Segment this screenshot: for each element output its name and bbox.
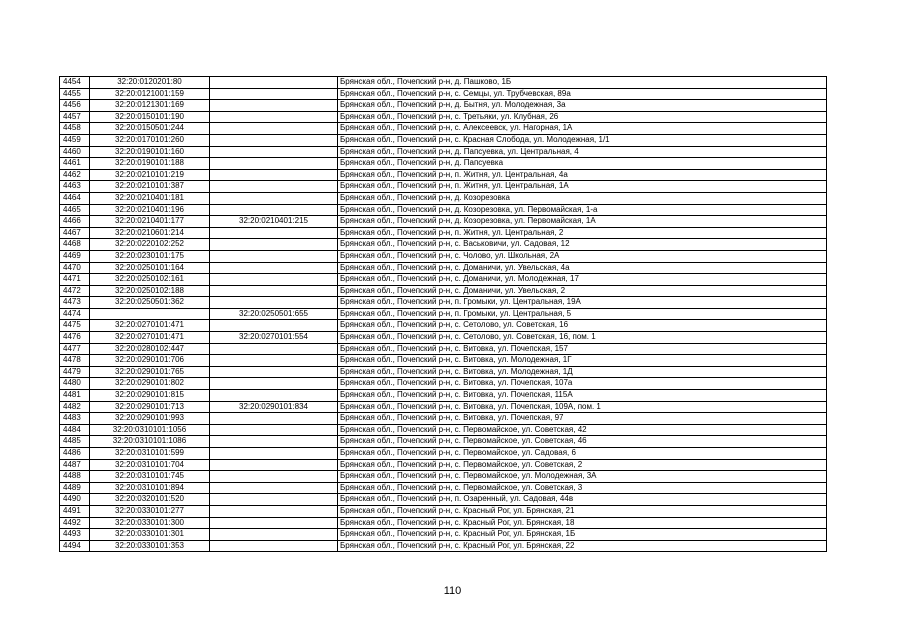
linked-cadastral-number-cell — [210, 343, 338, 355]
row-number-cell: 4463 — [60, 181, 90, 193]
row-number-cell: 4492 — [60, 517, 90, 529]
table-row — [60, 77, 827, 89]
linked-cadastral-number-cell — [210, 436, 338, 448]
table-row — [60, 250, 827, 262]
linked-cadastral-number-cell: 32:20:0210401:215 — [210, 216, 338, 228]
cadastral-number-cell: 32:20:0330101:300 — [90, 517, 210, 529]
cadastral-number-cell: 32:20:0310101:599 — [90, 448, 210, 460]
address-cell: Брянская обл., Почепский р-н, с. Витовка, ул. Почепская, 109А, пом. 1 — [338, 401, 827, 413]
cadastral-number-cell: 32:20:0150101:190 — [90, 111, 210, 123]
row-number-cell: 4464 — [60, 192, 90, 204]
table-row — [60, 285, 827, 297]
address-cell: Брянская обл., Почепский р-н, с. Первомайское, ул. Садовая, 6 — [338, 448, 827, 460]
linked-cadastral-number-cell — [210, 158, 338, 170]
address-cell: Брянская обл., Почепский р-н, с. Сетолово, ул. Советская, 16, пом. 1 — [338, 332, 827, 344]
table-row — [60, 424, 827, 436]
row-number-cell: 4466 — [60, 216, 90, 228]
row-number-cell: 4467 — [60, 227, 90, 239]
cadastral-number-cell: 32:20:0290101:815 — [90, 390, 210, 402]
cadastral-number-cell: 32:20:0310101:1056 — [90, 424, 210, 436]
row-number-cell: 4476 — [60, 332, 90, 344]
table-row — [60, 111, 827, 123]
row-number-cell: 4472 — [60, 285, 90, 297]
address-cell: Брянская обл., Почепский р-н, с. Доманичи, ул. Молодежная, 17 — [338, 274, 827, 286]
table-row — [60, 134, 827, 146]
address-cell: Брянская обл., Почепский р-н, с. Красный Рог, ул. Брянская, 1Б — [338, 529, 827, 541]
table-row — [60, 529, 827, 541]
page-number: 110 — [443, 585, 462, 597]
linked-cadastral-number-cell — [210, 424, 338, 436]
table-row — [60, 540, 827, 552]
linked-cadastral-number-cell — [210, 448, 338, 460]
address-cell: Брянская обл., Почепский р-н, с. Витовка, ул. Почепская, 115А — [338, 390, 827, 402]
table-row — [60, 517, 827, 529]
table-row — [60, 494, 827, 506]
linked-cadastral-number-cell — [210, 192, 338, 204]
row-number-cell: 4491 — [60, 505, 90, 517]
cadastral-number-cell: 32:20:0270101:471 — [90, 332, 210, 344]
address-cell: Брянская обл., Почепский р-н, с. Витовка, ул. Почепская, 107а — [338, 378, 827, 390]
address-cell: Брянская обл., Почепский р-н, с. Красная Слобода, ул. Молодежная, 1/1 — [338, 134, 827, 146]
linked-cadastral-number-cell — [210, 366, 338, 378]
table-body — [60, 77, 827, 552]
row-number-cell: 4487 — [60, 459, 90, 471]
linked-cadastral-number-cell: 32:20:0250501:655 — [210, 308, 338, 320]
address-cell: Брянская обл., Почепский р-н, с. Красный Рог, ул. Брянская, 21 — [338, 505, 827, 517]
row-number-cell: 4469 — [60, 250, 90, 262]
table-row — [60, 471, 827, 483]
linked-cadastral-number-cell — [210, 88, 338, 100]
linked-cadastral-number-cell — [210, 111, 338, 123]
address-cell: Брянская обл., Почепский р-н, п. Озаренный, ул. Садовая, 44в — [338, 494, 827, 506]
address-cell: Брянская обл., Почепский р-н, с. Витовка, ул. Почепская, 157 — [338, 343, 827, 355]
address-cell: Брянская обл., Почепский р-н, п. Житня, ул. Центральная, 1А — [338, 181, 827, 193]
address-cell: Брянская обл., Почепский р-н, с. Первомайское, ул. Советская, 42 — [338, 424, 827, 436]
cadastral-number-cell: 32:20:0170101:260 — [90, 134, 210, 146]
table-row — [60, 274, 827, 286]
table-row — [60, 192, 827, 204]
table-row — [60, 123, 827, 135]
property-table — [59, 76, 827, 552]
cadastral-number-cell: 32:20:0330101:353 — [90, 540, 210, 552]
address-cell: Брянская обл., Почепский р-н, п. Громыки, ул. Центральная, 5 — [338, 308, 827, 320]
linked-cadastral-number-cell — [210, 169, 338, 181]
row-number-cell: 4459 — [60, 134, 90, 146]
row-number-cell: 4471 — [60, 274, 90, 286]
table-row — [60, 227, 827, 239]
linked-cadastral-number-cell — [210, 262, 338, 274]
cadastral-number-cell: 32:20:0230101:175 — [90, 250, 210, 262]
cadastral-number-cell: 32:20:0250102:161 — [90, 274, 210, 286]
cadastral-number-cell: 32:20:0120201:80 — [90, 77, 210, 89]
linked-cadastral-number-cell — [210, 390, 338, 402]
row-number-cell: 4473 — [60, 297, 90, 309]
row-number-cell: 4457 — [60, 111, 90, 123]
row-number-cell: 4480 — [60, 378, 90, 390]
address-cell: Брянская обл., Почепский р-н, д. Пашково, 1Б — [338, 77, 827, 89]
table-row — [60, 169, 827, 181]
row-number-cell: 4474 — [60, 308, 90, 320]
address-cell: Брянская обл., Почепский р-н, п. Житня, ул. Центральная, 4а — [338, 169, 827, 181]
address-cell: Брянская обл., Почепский р-н, с. Красный Рог, ул. Брянская, 18 — [338, 517, 827, 529]
row-number-cell: 4460 — [60, 146, 90, 158]
cadastral-number-cell: 32:20:0190101:160 — [90, 146, 210, 158]
linked-cadastral-number-cell — [210, 146, 338, 158]
cadastral-number-cell — [90, 308, 210, 320]
cadastral-number-cell: 32:20:0150501:244 — [90, 123, 210, 135]
linked-cadastral-number-cell — [210, 540, 338, 552]
table-row — [60, 378, 827, 390]
address-cell: Брянская обл., Почепский р-н, с. Семцы, ул. Трубчевская, 89а — [338, 88, 827, 100]
address-cell: Брянская обл., Почепский р-н, п. Житня, ул. Центральная, 2 — [338, 227, 827, 239]
address-cell: Брянская обл., Почепский р-н, с. Первомайское, ул. Советская, 46 — [338, 436, 827, 448]
linked-cadastral-number-cell: 32:20:0270101:554 — [210, 332, 338, 344]
row-number-cell: 4462 — [60, 169, 90, 181]
table-row — [60, 158, 827, 170]
cadastral-number-cell: 32:20:0250501:362 — [90, 297, 210, 309]
linked-cadastral-number-cell — [210, 494, 338, 506]
linked-cadastral-number-cell — [210, 378, 338, 390]
row-number-cell: 4484 — [60, 424, 90, 436]
linked-cadastral-number-cell — [210, 355, 338, 367]
address-cell: Брянская обл., Почепский р-н, д. Козорезовка, ул. Первомайская, 1-а — [338, 204, 827, 216]
row-number-cell: 4486 — [60, 448, 90, 460]
row-number-cell: 4470 — [60, 262, 90, 274]
table-row — [60, 308, 827, 320]
linked-cadastral-number-cell — [210, 250, 338, 262]
table-row — [60, 181, 827, 193]
table-row — [60, 100, 827, 112]
table-row — [60, 262, 827, 274]
row-number-cell: 4482 — [60, 401, 90, 413]
cadastral-number-cell: 32:20:0330101:277 — [90, 505, 210, 517]
table-row — [60, 320, 827, 332]
row-number-cell: 4481 — [60, 390, 90, 402]
row-number-cell: 4456 — [60, 100, 90, 112]
cadastral-number-cell: 32:20:0290101:802 — [90, 378, 210, 390]
address-cell: Брянская обл., Почепский р-н, с. Сетолово, ул. Советская, 16 — [338, 320, 827, 332]
address-cell: Брянская обл., Почепский р-н, с. Витовка, ул. Молодежная, 1Д — [338, 366, 827, 378]
cadastral-number-cell: 32:20:0220102:252 — [90, 239, 210, 251]
table-row — [60, 332, 827, 344]
cadastral-number-cell: 32:20:0270101:471 — [90, 320, 210, 332]
cadastral-number-cell: 32:20:0121301:169 — [90, 100, 210, 112]
linked-cadastral-number-cell — [210, 297, 338, 309]
address-cell: Брянская обл., Почепский р-н, д. Козорезовка, ул. Первомайская, 1А — [338, 216, 827, 228]
row-number-cell: 4485 — [60, 436, 90, 448]
table-row — [60, 482, 827, 494]
row-number-cell: 4478 — [60, 355, 90, 367]
cadastral-number-cell: 32:20:0190101:188 — [90, 158, 210, 170]
address-cell: Брянская обл., Почепский р-н, с. Первомайское, ул. Молодежная, 3А — [338, 471, 827, 483]
table-row — [60, 88, 827, 100]
cadastral-number-cell: 32:20:0210401:177 — [90, 216, 210, 228]
address-cell: Брянская обл., Почепский р-н, с. Доманичи, ул. Увельская, 4а — [338, 262, 827, 274]
linked-cadastral-number-cell: 32:20:0290101:834 — [210, 401, 338, 413]
linked-cadastral-number-cell — [210, 459, 338, 471]
cadastral-number-cell: 32:20:0310101:704 — [90, 459, 210, 471]
row-number-cell: 4483 — [60, 413, 90, 425]
address-cell: Брянская обл., Почепский р-н, с. Васьковичи, ул. Садовая, 12 — [338, 239, 827, 251]
cadastral-number-cell: 32:20:0121001:159 — [90, 88, 210, 100]
table-row — [60, 459, 827, 471]
row-number-cell: 4488 — [60, 471, 90, 483]
cadastral-number-cell: 32:20:0290101:765 — [90, 366, 210, 378]
cadastral-number-cell: 32:20:0330101:301 — [90, 529, 210, 541]
row-number-cell: 4489 — [60, 482, 90, 494]
table-row — [60, 390, 827, 402]
address-cell: Брянская обл., Почепский р-н, д. Папсуевка — [338, 158, 827, 170]
row-number-cell: 4454 — [60, 77, 90, 89]
cadastral-number-cell: 32:20:0290101:706 — [90, 355, 210, 367]
cadastral-number-cell: 32:20:0290101:993 — [90, 413, 210, 425]
linked-cadastral-number-cell — [210, 274, 338, 286]
linked-cadastral-number-cell — [210, 134, 338, 146]
cadastral-number-cell: 32:20:0280102:447 — [90, 343, 210, 355]
table-row — [60, 366, 827, 378]
address-cell: Брянская обл., Почепский р-н, п. Громыки, ул. Центральная, 19А — [338, 297, 827, 309]
cadastral-number-cell: 32:20:0210401:196 — [90, 204, 210, 216]
table-row — [60, 436, 827, 448]
table-row — [60, 239, 827, 251]
linked-cadastral-number-cell — [210, 227, 338, 239]
table-row — [60, 355, 827, 367]
linked-cadastral-number-cell — [210, 123, 338, 135]
row-number-cell: 4455 — [60, 88, 90, 100]
linked-cadastral-number-cell — [210, 100, 338, 112]
row-number-cell: 4479 — [60, 366, 90, 378]
table-row — [60, 505, 827, 517]
address-cell: Брянская обл., Почепский р-н, с. Первомайское, ул. Советская, 2 — [338, 459, 827, 471]
cadastral-number-cell: 32:20:0310101:745 — [90, 471, 210, 483]
linked-cadastral-number-cell — [210, 529, 338, 541]
table-row — [60, 413, 827, 425]
row-number-cell: 4461 — [60, 158, 90, 170]
linked-cadastral-number-cell — [210, 77, 338, 89]
cadastral-number-cell: 32:20:0210601:214 — [90, 227, 210, 239]
linked-cadastral-number-cell — [210, 239, 338, 251]
table-row — [60, 401, 827, 413]
table-row — [60, 448, 827, 460]
row-number-cell: 4490 — [60, 494, 90, 506]
row-number-cell: 4468 — [60, 239, 90, 251]
linked-cadastral-number-cell — [210, 505, 338, 517]
cadastral-number-cell: 32:20:0210101:387 — [90, 181, 210, 193]
address-cell: Брянская обл., Почепский р-н, д. Бытня, ул. Молодежная, 3а — [338, 100, 827, 112]
row-number-cell: 4477 — [60, 343, 90, 355]
row-number-cell: 4493 — [60, 529, 90, 541]
cadastral-number-cell: 32:20:0290101:713 — [90, 401, 210, 413]
cadastral-number-cell: 32:20:0210401:181 — [90, 192, 210, 204]
row-number-cell: 4458 — [60, 123, 90, 135]
linked-cadastral-number-cell — [210, 482, 338, 494]
row-number-cell: 4475 — [60, 320, 90, 332]
row-number-cell: 4494 — [60, 540, 90, 552]
linked-cadastral-number-cell — [210, 204, 338, 216]
cadastral-number-cell: 32:20:0310101:1086 — [90, 436, 210, 448]
address-cell: Брянская обл., Почепский р-н, с. Витовка, ул. Молодежная, 1Г — [338, 355, 827, 367]
address-cell: Брянская обл., Почепский р-н, с. Витовка, ул. Почепская, 97 — [338, 413, 827, 425]
address-cell: Брянская обл., Почепский р-н, д. Козорезовка — [338, 192, 827, 204]
cadastral-number-cell: 32:20:0320101:520 — [90, 494, 210, 506]
linked-cadastral-number-cell — [210, 471, 338, 483]
row-number-cell: 4465 — [60, 204, 90, 216]
table-row — [60, 204, 827, 216]
linked-cadastral-number-cell — [210, 413, 338, 425]
address-cell: Брянская обл., Почепский р-н, с. Чолово, ул. Школьная, 2А — [338, 250, 827, 262]
linked-cadastral-number-cell — [210, 285, 338, 297]
address-cell: Брянская обл., Почепский р-н, с. Первомайское, ул. Советская, 3 — [338, 482, 827, 494]
address-cell: Брянская обл., Почепский р-н, с. Алексеевск, ул. Нагорная, 1А — [338, 123, 827, 135]
cadastral-number-cell: 32:20:0210101:219 — [90, 169, 210, 181]
address-cell: Брянская обл., Почепский р-н, с. Третьяки, ул. Клубная, 26 — [338, 111, 827, 123]
table-row — [60, 216, 827, 228]
table-row — [60, 146, 827, 158]
linked-cadastral-number-cell — [210, 517, 338, 529]
table-row — [60, 343, 827, 355]
linked-cadastral-number-cell — [210, 181, 338, 193]
cadastral-number-cell: 32:20:0250101:164 — [90, 262, 210, 274]
address-cell: Брянская обл., Почепский р-н, д. Папсуевка, ул. Центральная, 4 — [338, 146, 827, 158]
table-row — [60, 297, 827, 309]
address-cell: Брянская обл., Почепский р-н, с. Доманичи, ул. Увельская, 2 — [338, 285, 827, 297]
cadastral-number-cell: 32:20:0250102:188 — [90, 285, 210, 297]
linked-cadastral-number-cell — [210, 320, 338, 332]
address-cell: Брянская обл., Почепский р-н, с. Красный Рог, ул. Брянская, 22 — [338, 540, 827, 552]
cadastral-number-cell: 32:20:0310101:894 — [90, 482, 210, 494]
